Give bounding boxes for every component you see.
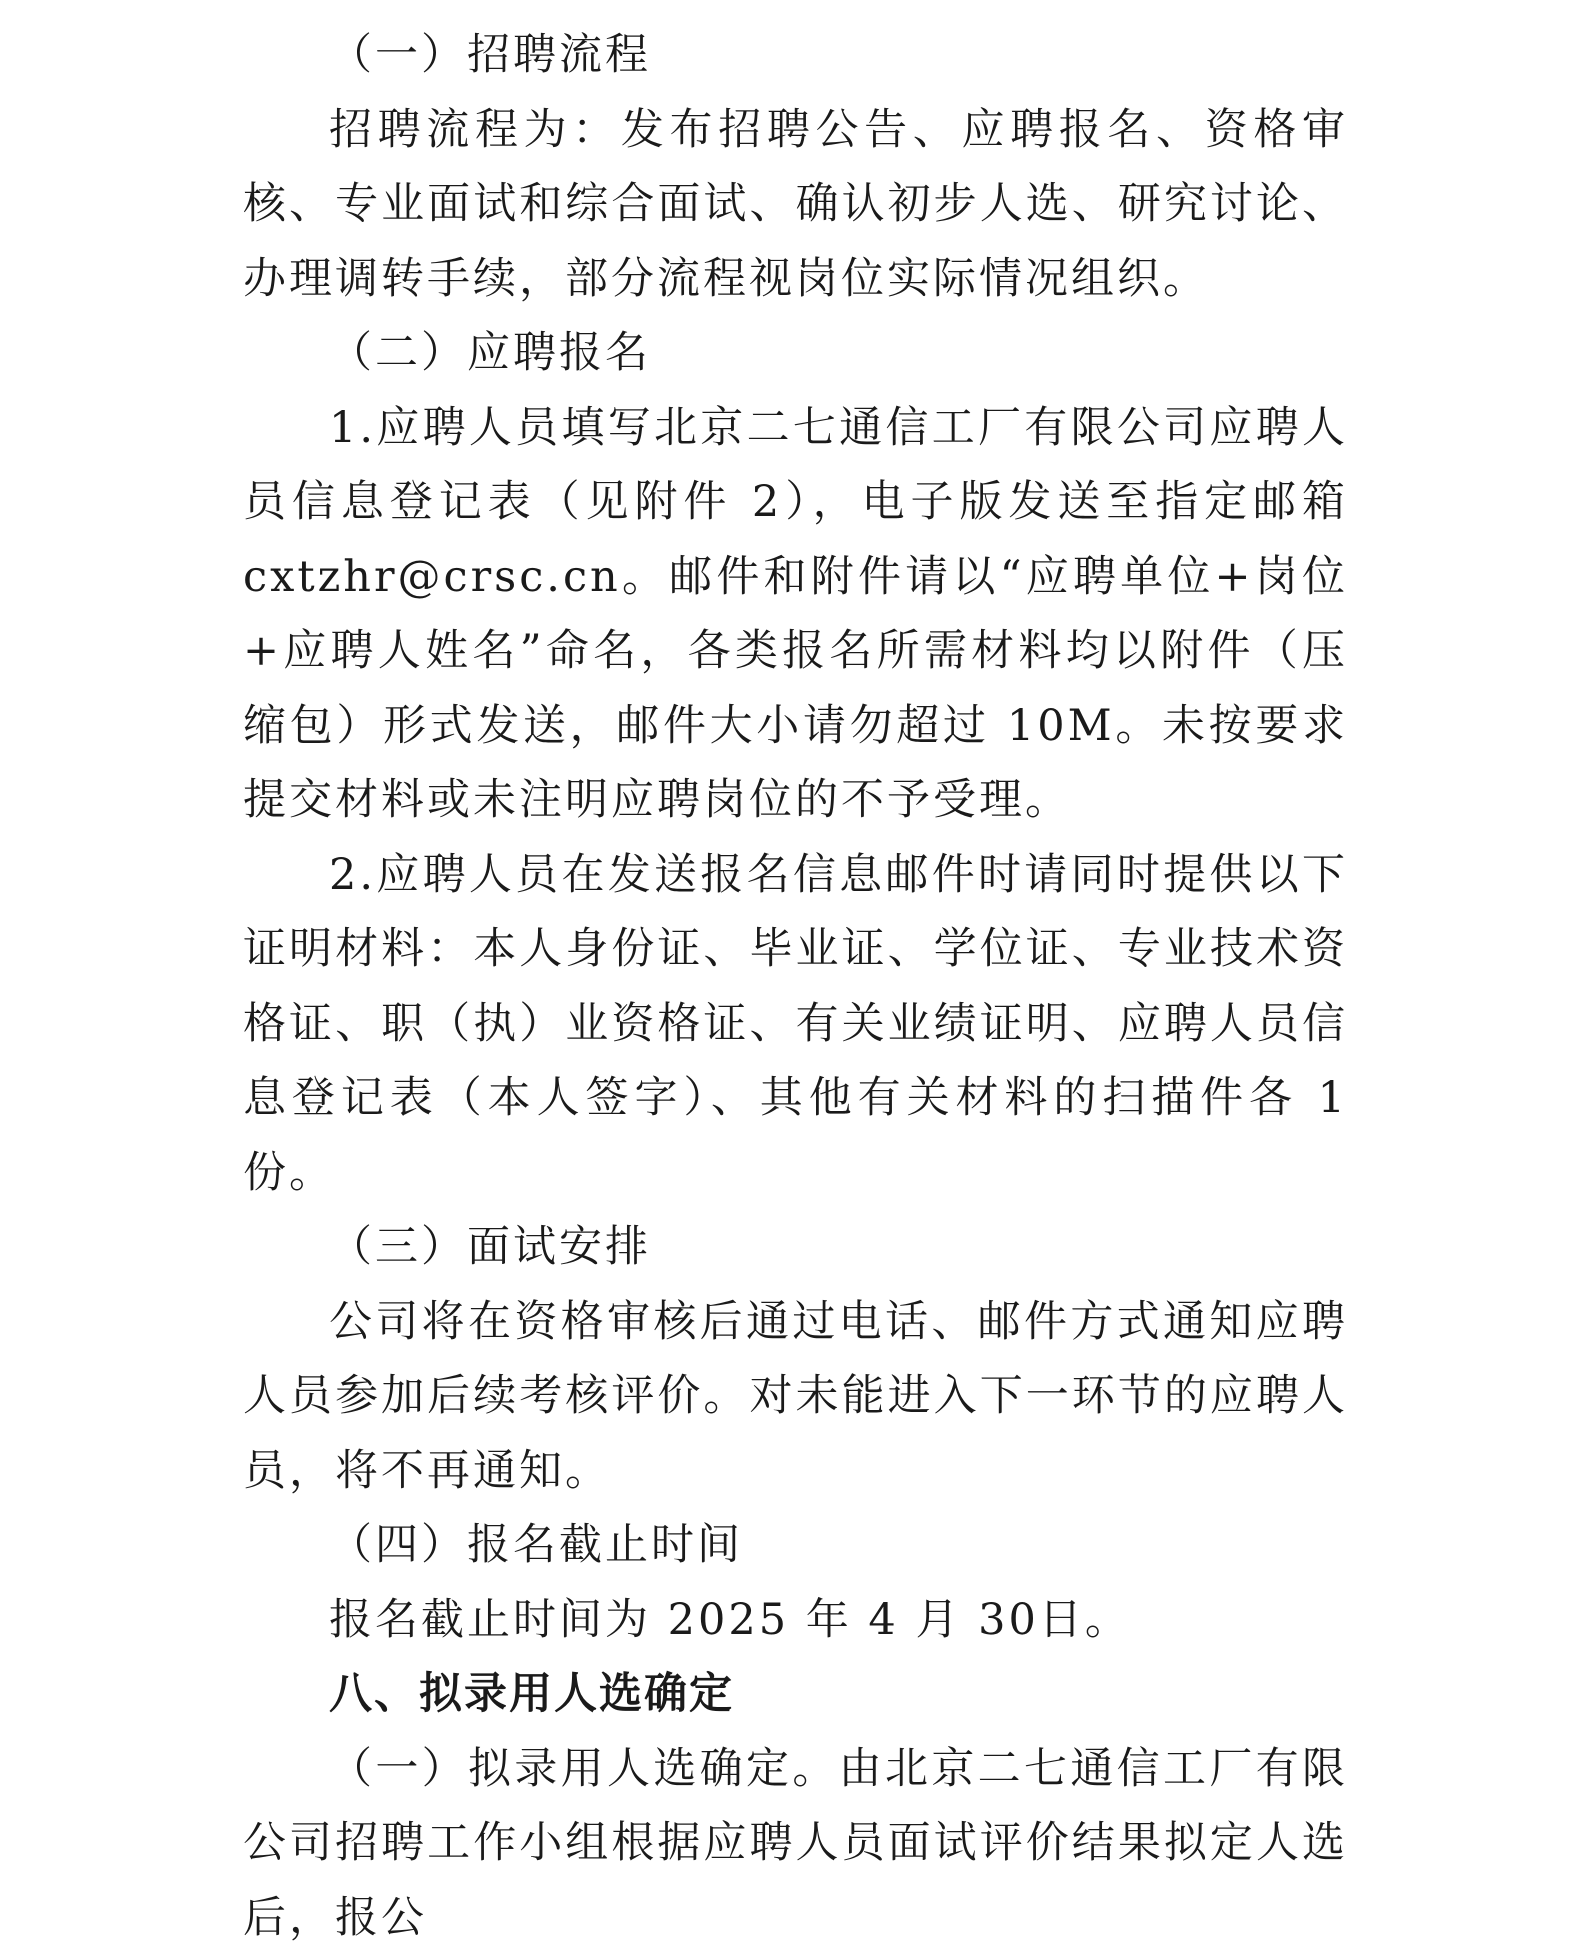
deadline-paragraph: 报名截止时间为 2025 年 4 月 30日。 <box>243 1583 1348 1658</box>
subsection-heading-deadline: （四）报名截止时间 <box>243 1508 1348 1583</box>
document-body <box>243 18 1348 1955</box>
application-item-1-paragraph: 1.应聘人员填写北京二七通信工厂有限公司应聘人员信息登记表（见附件 2），电子版发送至指定邮箱cxtzhr@crsc.cn。邮件和附件请以“应聘单位+岗位+应聘人姓名”命名，各类报名所需材料均以附件（压缩包）形式发送，邮件大小请勿超过 10M。未按要求提交材料或未注明应聘岗位的不予受理。 <box>243 391 1348 838</box>
subsection-heading-application: （二）应聘报名 <box>243 316 1348 391</box>
subsection-heading-recruitment-process: （一）招聘流程 <box>243 18 1348 93</box>
interview-paragraph: 公司将在资格审核后通过电话、邮件方式通知应聘人员参加后续考核评价。对未能进入下一环节的应聘人员，将不再通知。 <box>243 1285 1348 1509</box>
application-item-2-paragraph: 2.应聘人员在发送报名信息邮件时请同时提供以下证明材料：本人身份证、毕业证、学位证、专业技术资格证、职（执）业资格证、有关业绩证明、应聘人员信息登记表（本人签字）、其他有关材料的扫描件各 1 份。 <box>243 838 1348 1211</box>
candidate-confirmation-paragraph: （一）拟录用人选确定。由北京二七通信工厂有限公司招聘工作小组根据应聘人员面试评价结果拟定人选后，报公 <box>243 1732 1348 1955</box>
section-heading-candidate-confirmation: 八、拟录用人选确定 <box>243 1657 1348 1732</box>
recruitment-process-paragraph: 招聘流程为：发布招聘公告、应聘报名、资格审核、专业面试和综合面试、确认初步人选、研究讨论、办理调转手续，部分流程视岗位实际情况组织。 <box>243 93 1348 317</box>
subsection-heading-interview: （三）面试安排 <box>243 1210 1348 1285</box>
